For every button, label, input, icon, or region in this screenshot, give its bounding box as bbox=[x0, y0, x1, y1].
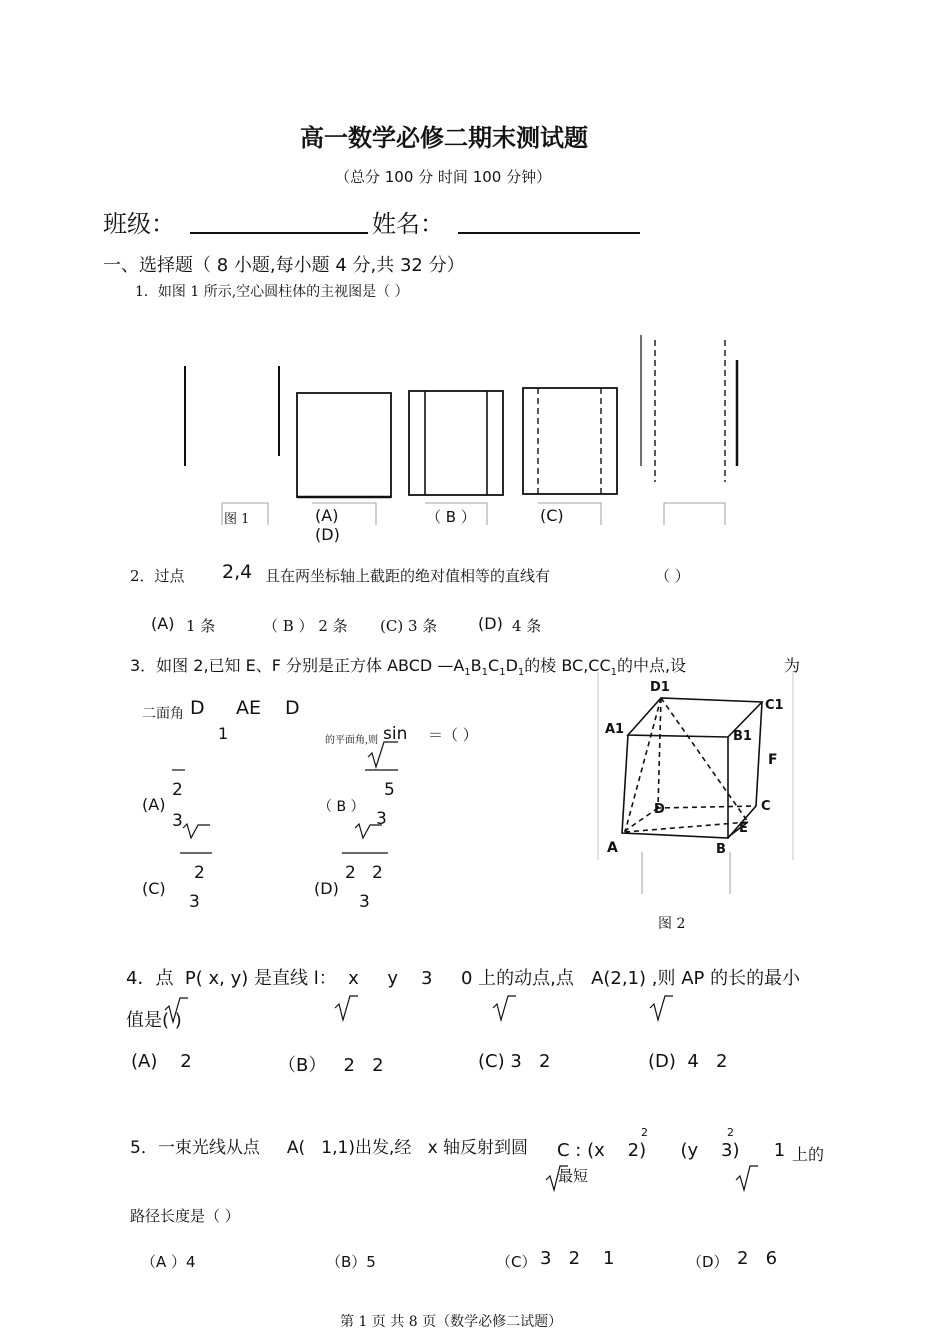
q3-wei: 为 bbox=[784, 656, 801, 675]
q3-option-b-denominator: 3 bbox=[376, 809, 387, 829]
q3-dihedral-subscript: 1 bbox=[218, 724, 229, 743]
q5-option-d-value: 2 6 bbox=[737, 1248, 778, 1269]
q5-square-2: 2 bbox=[727, 1126, 734, 1139]
q2-option-d-text: 4 条 bbox=[512, 617, 542, 635]
q3-option-a-numerator: 2 bbox=[172, 780, 183, 800]
q3-option-a-denominator: 3 bbox=[172, 811, 183, 831]
q2-option-a-label[interactable]: (A) bbox=[151, 614, 175, 633]
q3-dihedral-label: 二面角 bbox=[142, 706, 184, 722]
page-title: 高一数学必修二期末测试题 bbox=[300, 124, 588, 152]
q5-upper: 上的 bbox=[792, 1145, 825, 1164]
q3-option-c-numerator: 2 bbox=[194, 863, 205, 883]
q5-shortest: 最短 bbox=[558, 1167, 589, 1185]
figure-1-cylinder bbox=[185, 366, 279, 525]
q1-option-b-label[interactable]: （ B ） bbox=[426, 508, 476, 526]
q1-option-a-label[interactable]: (A) bbox=[315, 506, 339, 525]
q5-square-1: 2 bbox=[641, 1126, 648, 1139]
exam-meta: （总分 100 分 时间 100 分钟） bbox=[335, 168, 552, 186]
q5-option-c-value: 3 2 1 bbox=[540, 1248, 615, 1269]
q4-option-d[interactable]: (D) 4 2 bbox=[648, 1051, 728, 1072]
q4-option-b[interactable]: （B） 2 2 bbox=[278, 1055, 384, 1076]
q5-stem-line2: 路径长度是（ ） bbox=[130, 1207, 240, 1225]
figure-1-label: 图 1 bbox=[224, 512, 250, 527]
cube-label-a1: A1 bbox=[605, 722, 625, 737]
q3-option-c-label[interactable]: (C) bbox=[142, 879, 166, 898]
q5-option-d-label[interactable]: （D） bbox=[687, 1253, 729, 1271]
q3-stem-line1: 3．如图 2,已知 E、F 分别是正方体 ABCD $—A_1B_1C_1D_1$的棱 $BC,CC_1$的中点,设 bbox=[130, 656, 687, 679]
q5-option-b[interactable]: （B）5 bbox=[326, 1253, 376, 1271]
cube-label-a: A bbox=[607, 840, 618, 856]
cube-label-c: C bbox=[761, 799, 771, 814]
q4-stem-line1: 4．点 P( x, y) 是直线 l： x y 3 0 上的动点,点 A(2,1) ,则 AP 的长的最小 bbox=[126, 968, 801, 989]
q2-option-b[interactable]: （ B ） 2 条 bbox=[263, 617, 348, 635]
cube-label-d: D bbox=[654, 802, 665, 817]
q5-option-c-label[interactable]: （C） bbox=[496, 1253, 537, 1271]
name-label: 姓名： bbox=[372, 210, 444, 238]
q4-option-a[interactable]: (A) 2 bbox=[131, 1051, 192, 1072]
page-footer: 第 1 页 共 8 页（数学必修二试题） bbox=[340, 1314, 563, 1330]
q2-answer-paren: （ ） bbox=[655, 567, 690, 585]
q3-dihedral-ae: AE bbox=[236, 697, 262, 719]
q3-option-b-numerator: 5 bbox=[384, 780, 395, 800]
figure-2-cube bbox=[598, 672, 793, 894]
q3-sin: sin bbox=[383, 724, 408, 744]
q1-option-c-label[interactable]: (C) bbox=[540, 506, 564, 525]
q2-option-a-text: 1 条 bbox=[186, 617, 216, 635]
q3-option-d-numerator: 2 2 bbox=[345, 863, 383, 883]
cube-label-b: B bbox=[716, 842, 726, 857]
q5-stem-line1: 5．一束光线从点 A( 1,1)出发,经 x 轴反射到圆 bbox=[130, 1138, 529, 1158]
q2-number: 2．过点 bbox=[130, 567, 185, 585]
q3-option-b-label[interactable]: （ B ） bbox=[318, 799, 365, 815]
cube-label-d1: D1 bbox=[650, 680, 670, 695]
q4-stem-line2: 值是( ) bbox=[126, 1010, 182, 1031]
figure-2-label: 图 2 bbox=[658, 916, 686, 932]
q4-option-c[interactable]: (C) 3 2 bbox=[478, 1051, 551, 1072]
q3-option-d-denominator: 3 bbox=[359, 892, 370, 912]
class-label: 班级： bbox=[103, 210, 175, 238]
q1-option-a-figure bbox=[297, 393, 391, 525]
q5-circle-equation: C : (x 2) (y 3) 1 bbox=[557, 1140, 786, 1161]
q3-dihedral-d: D bbox=[190, 697, 205, 719]
q3-option-a-label[interactable]: (A) bbox=[142, 795, 166, 814]
q2-stem: 且在两坐标轴上截距的绝对值相等的直线有 bbox=[265, 567, 551, 585]
q1-stem: 1．如图 1 所示,空心圆柱体的主视图是（ ） bbox=[135, 284, 409, 300]
cube-label-e: E bbox=[739, 821, 748, 836]
q2-option-d-label[interactable]: (D) bbox=[478, 614, 503, 633]
q3-option-c-denominator: 3 bbox=[189, 892, 200, 912]
q1-option-b-figure bbox=[409, 391, 503, 525]
cube-label-b1: B1 bbox=[733, 729, 752, 744]
q3-answer-paren: ＝（ ） bbox=[428, 726, 478, 744]
q3-dihedral-d1: D bbox=[285, 697, 300, 719]
q5-option-a[interactable]: （A ）4 bbox=[141, 1253, 196, 1271]
cube-label-f: F bbox=[768, 752, 778, 768]
q3-plane-angle-text: 的平面角,则 bbox=[325, 735, 379, 746]
q4-radicals bbox=[165, 996, 673, 1022]
q1-option-c-figure bbox=[523, 388, 617, 525]
cube-label-c1: C1 bbox=[765, 698, 784, 713]
q2-option-c[interactable]: (C) 3 条 bbox=[380, 617, 438, 635]
q1-option-d-figure bbox=[641, 335, 737, 525]
q1-option-d-label[interactable]: (D) bbox=[315, 525, 340, 544]
q3-option-d-label[interactable]: (D) bbox=[314, 879, 339, 898]
q2-point: 2,4 bbox=[222, 561, 253, 583]
section-heading: 一、选择题（ 8 小题,每小题 4 分,共 32 分） bbox=[103, 255, 465, 276]
